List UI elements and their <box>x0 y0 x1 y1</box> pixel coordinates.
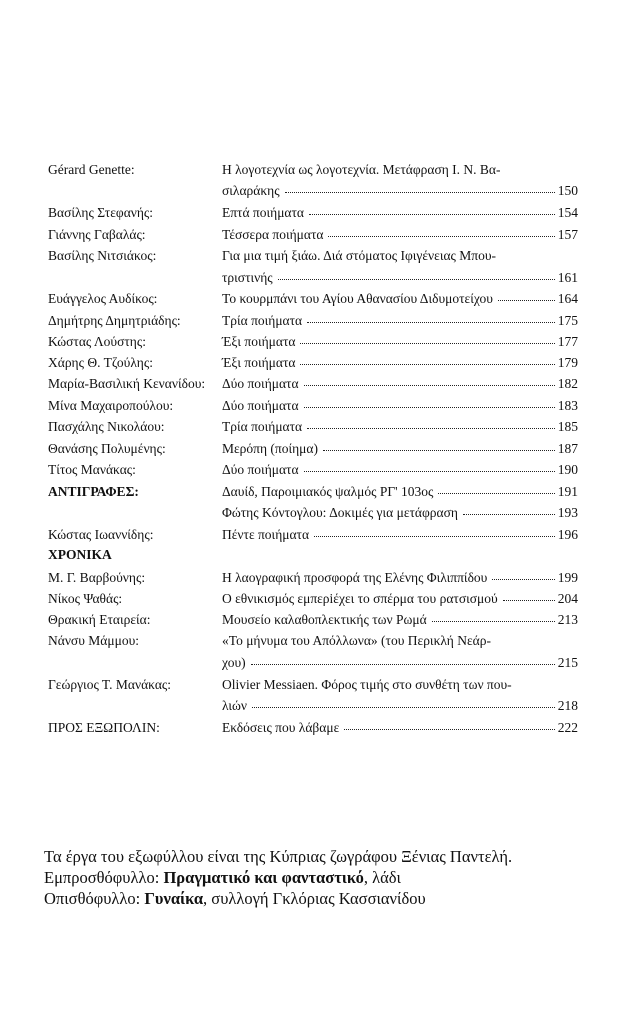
leader-dots <box>307 427 555 429</box>
artwork-title: Γυναίκα <box>144 889 204 908</box>
leader-dots <box>323 449 555 451</box>
toc-page-number: 218 <box>557 698 578 713</box>
toc-title: «Το μήνυμα του Απόλλωνα» (του Περικλή Νεάρ- <box>222 633 491 648</box>
toc-title-line <box>222 227 578 243</box>
toc-page-number: 150 <box>557 183 578 198</box>
toc-page-number: 187 <box>557 441 578 456</box>
toc-title: Φώτης Κόντογλου: Δοκιμές για μετάφραση <box>222 505 458 520</box>
toc-author: Μίνα Μαχαιροπούλου: <box>48 398 174 413</box>
toc-author: Τίτος Μανάκας: <box>48 462 136 477</box>
leader-dots <box>432 620 555 622</box>
toc-page-number: 213 <box>557 612 578 627</box>
toc-section-heading: ΧΡΟΝΙΚΑ <box>48 547 112 562</box>
toc-title: Τρία ποιήματα <box>222 419 303 434</box>
toc-title: Μουσείο καλαθοπλεκτικής των Ρωμά <box>222 612 427 627</box>
credits-label: Οπισθόφυλλο: <box>44 889 145 908</box>
credits-line <box>44 888 624 909</box>
toc-page-number: 154 <box>557 205 578 220</box>
toc-title: Εκδόσεις που λάβαμε <box>222 720 340 735</box>
leader-dots <box>251 663 555 665</box>
toc-title-line <box>222 162 578 178</box>
toc-page-number: 185 <box>557 419 578 434</box>
toc-author: Ευάγγελος Αυδίκος: <box>48 291 158 306</box>
leader-dots <box>285 191 555 193</box>
toc-author: Νάνσυ Μάμμου: <box>48 633 139 648</box>
leader-dots <box>300 363 554 365</box>
artwork-title: Πραγματικό και φανταστικό <box>163 868 364 887</box>
toc-title-line <box>222 633 578 649</box>
credits-text: , λάδι <box>363 868 401 887</box>
toc-title-line <box>222 376 578 392</box>
leader-dots <box>344 728 554 730</box>
toc-page-number: 177 <box>557 334 578 349</box>
toc-title-line <box>222 183 578 199</box>
toc-author: Κώστας Λούστης: <box>48 334 146 349</box>
toc-title: Olivier Messiaen. Φόρος τιμής στο συνθέτη των που- <box>222 677 512 692</box>
leader-dots <box>307 321 555 323</box>
leader-dots <box>304 384 555 386</box>
toc-author: Νίκος Ψαθάς: <box>48 591 123 606</box>
toc-page-number: 215 <box>557 655 578 670</box>
leader-dots <box>309 213 555 215</box>
toc-title: Πέντε ποιήματα <box>222 527 310 542</box>
toc-title: Το κουρμπάνι του Αγίου Αθανασίου Διδυμοτείχου <box>222 291 493 306</box>
leader-dots <box>278 278 555 280</box>
toc-title-line <box>222 248 578 264</box>
toc-title: λιών <box>222 698 248 713</box>
toc-author: Θανάσης Πολυμένης: <box>48 441 166 456</box>
cover-credits <box>44 846 624 909</box>
toc-page-number: 161 <box>557 270 578 285</box>
leader-dots <box>492 578 554 580</box>
toc-author: Βασίλης Στεφανής: <box>48 205 154 220</box>
toc-author: Θρακική Εταιρεία: <box>48 612 151 627</box>
leader-dots <box>463 513 555 515</box>
leader-dots <box>498 299 555 301</box>
toc-page-number: 182 <box>557 376 578 391</box>
toc-title: τριστινής <box>222 270 273 285</box>
toc-title: σιλαράκης <box>222 183 280 198</box>
toc-title: Δύο ποιήματα <box>222 398 299 413</box>
toc-title-line <box>222 313 578 329</box>
toc-title: Τρία ποιήματα <box>222 313 303 328</box>
leader-dots <box>328 235 554 237</box>
credits-text: , συλλογή Γκλόριας Κασσιανίδου <box>203 889 426 908</box>
leader-dots <box>252 706 555 708</box>
toc-page-number: 222 <box>557 720 578 735</box>
toc-author: Gérard Genette: <box>48 162 135 177</box>
toc-author: Κώστας Ιωαννίδης: <box>48 527 154 542</box>
toc-author: Χάρης Θ. Τζούλης: <box>48 355 153 370</box>
toc-title-line <box>222 398 578 414</box>
toc-author: Μαρία-Βασιλική Κενανίδου: <box>48 376 206 391</box>
toc-page-number: 183 <box>557 398 578 413</box>
leader-dots <box>438 492 554 494</box>
toc-title: Ο εθνικισμός εμπερiέχει το σπέρμα του ρατσισμού <box>222 591 498 606</box>
toc-section-heading: ΑΝΤΙΓΡΑΦΕΣ: <box>48 484 139 499</box>
credits-line <box>44 867 624 888</box>
toc-title: Δύο ποιήματα <box>222 376 299 391</box>
toc-author: Πασχάλης Νικολάου: <box>48 419 165 434</box>
toc-page-number: 196 <box>557 527 578 542</box>
credits-label: Εμπροσθόφυλλο: <box>44 868 164 887</box>
toc-title: Επτά ποιήματα <box>222 205 305 220</box>
toc-page-number: 164 <box>557 291 578 306</box>
toc-title-line <box>222 612 578 628</box>
toc-page-number: 191 <box>557 484 578 499</box>
toc-author: Γεώργιος Τ. Μανάκας: <box>48 677 172 692</box>
credits-line: Τα έργα του εξωφύλλου είναι της Κύπριας ζωγράφου Ξένιας Παντελή. <box>44 847 513 866</box>
toc-title-line <box>222 591 578 607</box>
toc-author: Γιάννης Γαβαλάς: <box>48 227 146 242</box>
toc-title-line <box>222 720 578 736</box>
toc-title-line <box>222 677 578 693</box>
leader-dots <box>503 599 555 601</box>
toc-title-line <box>222 334 578 350</box>
toc-title: Μερόπη (ποίημα) <box>222 441 318 456</box>
toc-title-line <box>222 484 578 500</box>
leader-dots <box>314 535 555 537</box>
toc-page-number: 190 <box>557 462 578 477</box>
leader-dots <box>304 470 555 472</box>
toc-title-line <box>222 441 578 457</box>
toc-page-number: 204 <box>557 591 578 606</box>
toc-author: Μ. Γ. Βαρβούνης: <box>48 570 146 585</box>
toc-page-number: 179 <box>557 355 578 370</box>
toc-author: Δημήτρης Δημητριάδης: <box>48 313 181 328</box>
toc-title-line <box>222 291 578 307</box>
leader-dots <box>304 406 555 408</box>
toc-title: Έξι ποιήματα <box>222 334 296 349</box>
toc-title-line <box>222 462 578 478</box>
toc-title-line <box>222 355 578 371</box>
toc-title: Έξι ποιήματα <box>222 355 296 370</box>
toc-page-number: 193 <box>557 505 578 520</box>
toc-page-number: 175 <box>557 313 578 328</box>
toc-title: Η λογοτεχνία ως λογοτεχνία. Μετάφραση Ι. Ν. Βα- <box>222 162 501 177</box>
toc-title-line <box>222 419 578 435</box>
toc-title-line <box>222 570 578 586</box>
toc-author: ΠΡΟΣ ΕΞΩΠΟΛΙΝ: <box>48 720 160 735</box>
toc-title-line <box>222 270 578 286</box>
toc-title: Τέσσερα ποιήματα <box>222 227 324 242</box>
toc-title-line <box>222 698 578 714</box>
toc-title-line <box>222 655 578 671</box>
toc-title-line <box>222 505 578 521</box>
toc-title: Δαυίδ, Παροιμιακός ψαλμός ΡΓ' 103ος <box>222 484 434 499</box>
toc-title-line <box>222 205 578 221</box>
toc-author: Βασίλης Νιτσιάκος: <box>48 248 157 263</box>
toc-page-number: 157 <box>557 227 578 242</box>
toc-page-number: 199 <box>557 570 578 585</box>
toc-title: χου) <box>222 655 246 670</box>
toc-title: Η λαογραφική προσφορά της Ελένης Φιλιππίδου <box>222 570 488 585</box>
toc-title: Δύο ποιήματα <box>222 462 299 477</box>
leader-dots <box>300 342 554 344</box>
toc-title: Για μια τιμή ξιάω. Διά στόματος Ιφιγένειας Μπου- <box>222 248 496 263</box>
toc-title-line <box>222 527 578 543</box>
